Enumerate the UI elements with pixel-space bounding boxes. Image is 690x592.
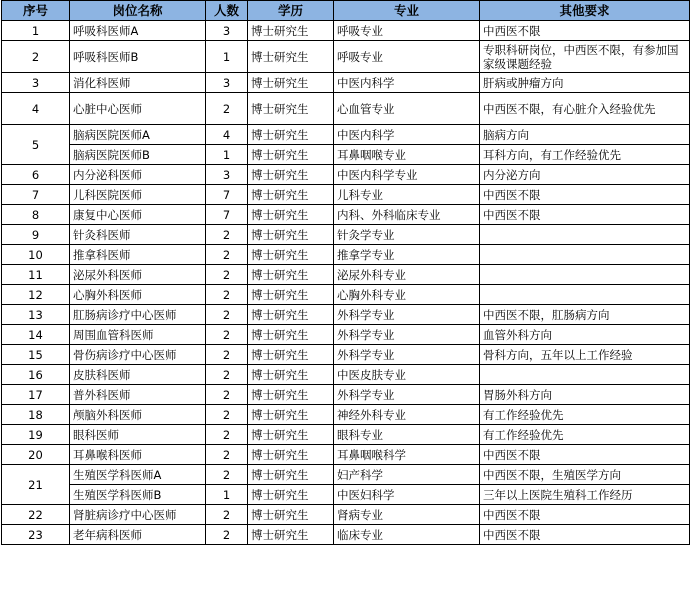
- cell-other: 内分泌方向: [480, 165, 690, 185]
- cell-degree: 博士研究生: [248, 445, 334, 465]
- table-row: [2, 285, 690, 305]
- cell-count: 2: [206, 465, 248, 485]
- table-row: [2, 21, 690, 41]
- cell-position: 普外科医师: [70, 385, 206, 405]
- cell-degree: 博士研究生: [248, 345, 334, 365]
- table-row: [2, 185, 690, 205]
- cell-other: 中西医不限: [480, 205, 690, 225]
- cell-position: 肾脏病诊疗中心医师: [70, 505, 206, 525]
- cell-degree: 博士研究生: [248, 93, 334, 125]
- cell-count: 2: [206, 93, 248, 125]
- cell-no: 16: [2, 365, 70, 385]
- cell-other: 有工作经验优先: [480, 405, 690, 425]
- cell-other: 中西医不限: [480, 185, 690, 205]
- table-row: [2, 345, 690, 365]
- cell-other: 有工作经验优先: [480, 425, 690, 445]
- cell-count: 2: [206, 405, 248, 425]
- cell-other: 中西医不限: [480, 505, 690, 525]
- cell-degree: 博士研究生: [248, 385, 334, 405]
- cell-position: 消化科医师: [70, 73, 206, 93]
- cell-count: 2: [206, 285, 248, 305]
- cell-major: 呼吸专业: [334, 21, 480, 41]
- cell-no: 20: [2, 445, 70, 465]
- recruitment-table: [1, 0, 690, 545]
- table-row: [2, 205, 690, 225]
- cell-no: 1: [2, 21, 70, 41]
- cell-major: 中医内科学: [334, 73, 480, 93]
- cell-count: 2: [206, 325, 248, 345]
- cell-position: 眼科医师: [70, 425, 206, 445]
- cell-degree: 博士研究生: [248, 225, 334, 245]
- header-row: [2, 1, 690, 21]
- cell-major: 肾病专业: [334, 505, 480, 525]
- cell-other: 专职科研岗位，中西医不限，有参加国家级课题经验: [480, 41, 690, 73]
- table-row: [2, 425, 690, 445]
- cell-position: 老年病科医师: [70, 525, 206, 545]
- cell-no: 5: [2, 125, 70, 165]
- cell-position: 骨伤病诊疗中心医师: [70, 345, 206, 365]
- cell-no: 17: [2, 385, 70, 405]
- cell-count: 2: [206, 505, 248, 525]
- cell-major: 中医皮肤专业: [334, 365, 480, 385]
- cell-major: 神经外科专业: [334, 405, 480, 425]
- header-count: 人数: [206, 1, 248, 21]
- cell-no: 8: [2, 205, 70, 225]
- cell-no: 4: [2, 93, 70, 125]
- cell-degree: 博士研究生: [248, 305, 334, 325]
- cell-no: 22: [2, 505, 70, 525]
- cell-major: 耳鼻咽喉专业: [334, 145, 480, 165]
- header-position: 岗位名称: [70, 1, 206, 21]
- cell-count: 2: [206, 225, 248, 245]
- table-row: [2, 465, 690, 485]
- cell-other: 中西医不限，生殖医学方向: [480, 465, 690, 485]
- cell-other: [480, 225, 690, 245]
- cell-count: 2: [206, 425, 248, 445]
- cell-position: 生殖医学科医师A: [70, 465, 206, 485]
- cell-position: 呼吸科医师A: [70, 21, 206, 41]
- cell-major: 妇产科学: [334, 465, 480, 485]
- cell-major: 外科学专业: [334, 305, 480, 325]
- cell-degree: 博士研究生: [248, 525, 334, 545]
- cell-count: 2: [206, 305, 248, 325]
- cell-position: 儿科医院医师: [70, 185, 206, 205]
- cell-degree: 博士研究生: [248, 465, 334, 485]
- table-row: [2, 225, 690, 245]
- cell-other: 耳科方向，有工作经验优先: [480, 145, 690, 165]
- cell-count: 1: [206, 145, 248, 165]
- cell-position: 康复中心医师: [70, 205, 206, 225]
- cell-other: 中西医不限: [480, 21, 690, 41]
- cell-position: 生殖医学科医师B: [70, 485, 206, 505]
- table-row: [2, 145, 690, 165]
- cell-count: 2: [206, 345, 248, 365]
- cell-major: 泌尿外科专业: [334, 265, 480, 285]
- cell-count: 2: [206, 365, 248, 385]
- cell-position: 肛肠病诊疗中心医师: [70, 305, 206, 325]
- cell-no: 23: [2, 525, 70, 545]
- table-row: [2, 505, 690, 525]
- header-major: 专业: [334, 1, 480, 21]
- cell-other: 胃肠外科方向: [480, 385, 690, 405]
- cell-no: 14: [2, 325, 70, 345]
- cell-count: 2: [206, 385, 248, 405]
- table-row: [2, 525, 690, 545]
- cell-degree: 博士研究生: [248, 285, 334, 305]
- cell-count: 1: [206, 485, 248, 505]
- cell-no: 9: [2, 225, 70, 245]
- table-row: [2, 245, 690, 265]
- table-row: [2, 405, 690, 425]
- cell-major: 中医妇科学: [334, 485, 480, 505]
- cell-degree: 博士研究生: [248, 485, 334, 505]
- cell-position: 泌尿外科医师: [70, 265, 206, 285]
- cell-major: 外科学专业: [334, 345, 480, 365]
- cell-major: 儿科专业: [334, 185, 480, 205]
- cell-degree: 博士研究生: [248, 145, 334, 165]
- cell-other: [480, 285, 690, 305]
- cell-position: 耳鼻喉科医师: [70, 445, 206, 465]
- cell-count: 2: [206, 265, 248, 285]
- cell-count: 2: [206, 245, 248, 265]
- cell-position: 周围血管科医师: [70, 325, 206, 345]
- cell-no: 10: [2, 245, 70, 265]
- cell-other: 血管外科方向: [480, 325, 690, 345]
- cell-major: 眼科专业: [334, 425, 480, 445]
- cell-other: [480, 365, 690, 385]
- cell-major: 外科学专业: [334, 385, 480, 405]
- cell-other: 中西医不限，有心脏介入经验优先: [480, 93, 690, 125]
- cell-degree: 博士研究生: [248, 21, 334, 41]
- table-row: [2, 265, 690, 285]
- table-row: [2, 125, 690, 145]
- table-row: [2, 325, 690, 345]
- cell-other: 中西医不限: [480, 525, 690, 545]
- cell-degree: 博士研究生: [248, 505, 334, 525]
- cell-position: 脑病医院医师A: [70, 125, 206, 145]
- cell-degree: 博士研究生: [248, 245, 334, 265]
- cell-no: 3: [2, 73, 70, 93]
- header-degree: 学历: [248, 1, 334, 21]
- table-row: [2, 93, 690, 125]
- cell-major: 耳鼻咽喉科学: [334, 445, 480, 465]
- cell-other: 骨科方向，五年以上工作经验: [480, 345, 690, 365]
- cell-degree: 博士研究生: [248, 365, 334, 385]
- cell-count: 7: [206, 185, 248, 205]
- cell-no: 11: [2, 265, 70, 285]
- cell-major: 中医内科学专业: [334, 165, 480, 185]
- cell-degree: 博士研究生: [248, 73, 334, 93]
- cell-position: 皮肤科医师: [70, 365, 206, 385]
- cell-count: 2: [206, 445, 248, 465]
- cell-other: 中西医不限: [480, 445, 690, 465]
- cell-no: 12: [2, 285, 70, 305]
- cell-degree: 博士研究生: [248, 405, 334, 425]
- cell-degree: 博士研究生: [248, 165, 334, 185]
- cell-no: 6: [2, 165, 70, 185]
- cell-major: 内科、外科临床专业: [334, 205, 480, 225]
- cell-position: 呼吸科医师B: [70, 41, 206, 73]
- cell-major: 中医内科学: [334, 125, 480, 145]
- cell-major: 心胸外科专业: [334, 285, 480, 305]
- cell-degree: 博士研究生: [248, 125, 334, 145]
- header-no: 序号: [2, 1, 70, 21]
- cell-count: 2: [206, 525, 248, 545]
- cell-degree: 博士研究生: [248, 185, 334, 205]
- cell-position: 针灸科医师: [70, 225, 206, 245]
- table-row: [2, 73, 690, 93]
- cell-other: 脑病方向: [480, 125, 690, 145]
- table-row: [2, 485, 690, 505]
- cell-other: [480, 265, 690, 285]
- cell-count: 4: [206, 125, 248, 145]
- cell-count: 1: [206, 41, 248, 73]
- cell-other: 三年以上医院生殖科工作经历: [480, 485, 690, 505]
- table-row: [2, 385, 690, 405]
- table-row: [2, 41, 690, 73]
- cell-major: 推拿学专业: [334, 245, 480, 265]
- cell-degree: 博士研究生: [248, 325, 334, 345]
- cell-position: 内分泌科医师: [70, 165, 206, 185]
- cell-count: 7: [206, 205, 248, 225]
- cell-other: 中西医不限，肛肠病方向: [480, 305, 690, 325]
- header-other: 其他要求: [480, 1, 690, 21]
- cell-degree: 博士研究生: [248, 41, 334, 73]
- cell-degree: 博士研究生: [248, 425, 334, 445]
- cell-position: 颅脑外科医师: [70, 405, 206, 425]
- cell-major: 心血管专业: [334, 93, 480, 125]
- cell-position: 心胸外科医师: [70, 285, 206, 305]
- table-row: [2, 165, 690, 185]
- cell-major: 外科学专业: [334, 325, 480, 345]
- cell-other: 肝病或肿瘤方向: [480, 73, 690, 93]
- cell-major: 呼吸专业: [334, 41, 480, 73]
- cell-count: 3: [206, 165, 248, 185]
- cell-major: 针灸学专业: [334, 225, 480, 245]
- cell-other: [480, 245, 690, 265]
- cell-major: 临床专业: [334, 525, 480, 545]
- cell-no: 19: [2, 425, 70, 445]
- table-row: [2, 445, 690, 465]
- cell-degree: 博士研究生: [248, 205, 334, 225]
- cell-no: 13: [2, 305, 70, 325]
- cell-no: 15: [2, 345, 70, 365]
- cell-count: 3: [206, 73, 248, 93]
- cell-no: 2: [2, 41, 70, 73]
- cell-position: 心脏中心医师: [70, 93, 206, 125]
- cell-position: 脑病医院医师B: [70, 145, 206, 165]
- cell-no: 7: [2, 185, 70, 205]
- cell-count: 3: [206, 21, 248, 41]
- cell-position: 推拿科医师: [70, 245, 206, 265]
- table-row: [2, 365, 690, 385]
- table-row: [2, 305, 690, 325]
- cell-degree: 博士研究生: [248, 265, 334, 285]
- cell-no: 21: [2, 465, 70, 505]
- cell-no: 18: [2, 405, 70, 425]
